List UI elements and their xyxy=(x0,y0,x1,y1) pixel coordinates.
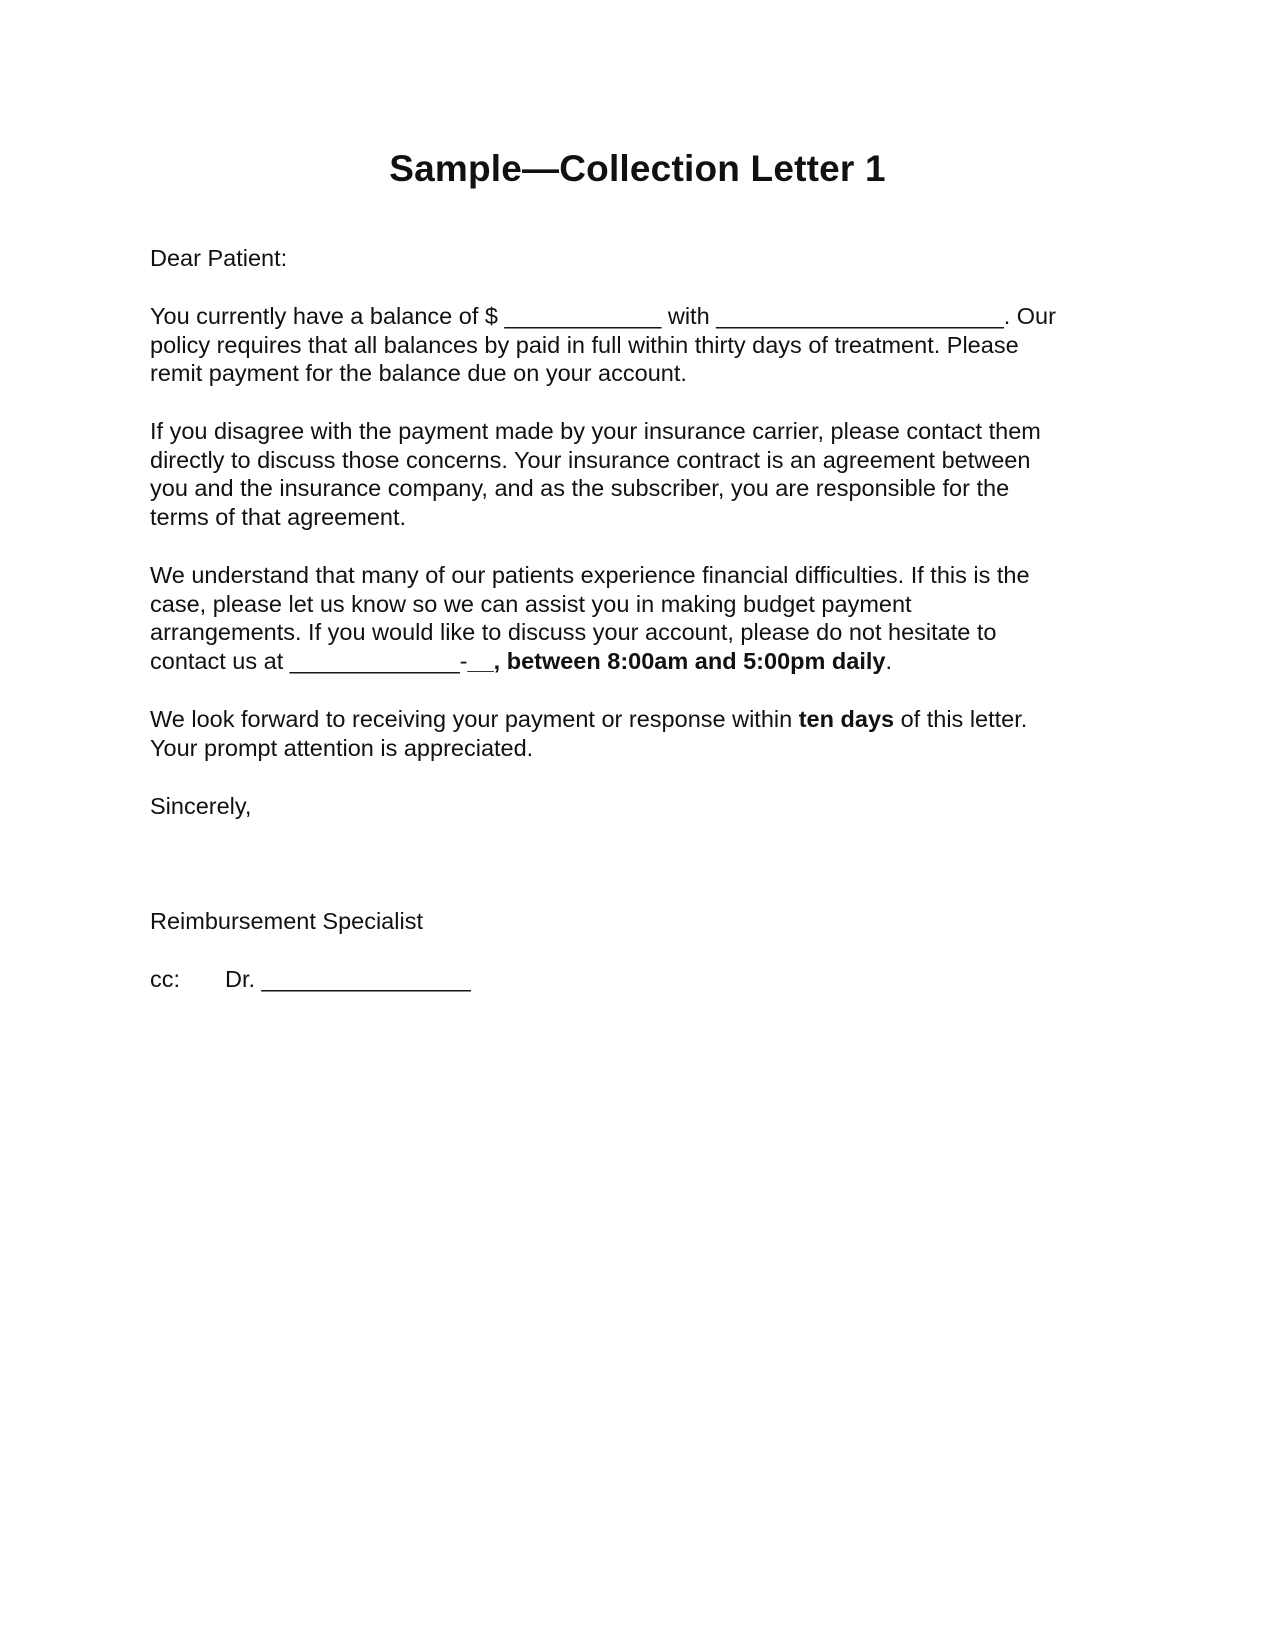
closing xyxy=(150,792,1150,821)
response-deadline: ten days xyxy=(798,706,895,732)
paragraph-line: arrangements. If you would like to discuss your account, please do not hesitate to xyxy=(150,619,997,646)
paragraph-response xyxy=(150,705,1150,762)
response-prefix: We look forward to receiving your payment or response within xyxy=(150,706,799,732)
paragraph-line: We understand that many of our patients experience financial difficulties. If this is the xyxy=(150,562,1030,588)
paragraph-line: Your prompt attention is appreciated. xyxy=(150,734,534,761)
cc-block xyxy=(150,965,1150,994)
paragraph-line: If you disagree with the payment made by your insurance carrier, please contact them xyxy=(150,418,1041,444)
contact-prefix: contact us at _____________- xyxy=(150,648,468,675)
contact-hours: __, between 8:00am and 5:00pm daily xyxy=(467,648,886,675)
paragraph-line xyxy=(150,705,1150,734)
paragraph-line: remit payment for the balance due on your account. xyxy=(150,360,687,387)
paragraph-line: case, please let us know so we can assist you in making budget payment xyxy=(150,590,912,617)
paragraph-line: policy requires that all balances by paid in full within thirty days of treatment. Please xyxy=(150,331,1019,358)
paragraph-line: terms of that agreement. xyxy=(150,504,407,531)
salutation xyxy=(150,244,1150,273)
letter-title: Sample—Collection Letter 1 xyxy=(389,148,886,189)
paragraph-line: you and the insurance company, and as the subscriber, you are responsible for the xyxy=(150,475,1010,502)
paragraph-insurance xyxy=(150,417,1150,532)
contact-suffix: . xyxy=(885,648,892,675)
cc-line xyxy=(150,965,1150,994)
signer xyxy=(150,907,1150,936)
paragraph-line xyxy=(150,647,1150,676)
signer-title: Reimbursement Specialist xyxy=(150,908,423,934)
cc-recipient: Dr. ________________ xyxy=(225,966,471,992)
paragraph-financial xyxy=(150,561,1150,676)
paragraph-line: directly to discuss those concerns. Your insurance contract is an agreement between xyxy=(150,446,1031,473)
cc-label: cc: xyxy=(150,966,181,992)
paragraph-balance xyxy=(150,302,1150,388)
paragraph-line: You currently have a balance of $ ____________ with ______________________. Our xyxy=(150,303,1056,329)
salutation-text: Dear Patient: xyxy=(150,245,288,271)
closing-text: Sincerely, xyxy=(150,793,252,819)
response-suffix: of this letter. xyxy=(894,706,1028,732)
